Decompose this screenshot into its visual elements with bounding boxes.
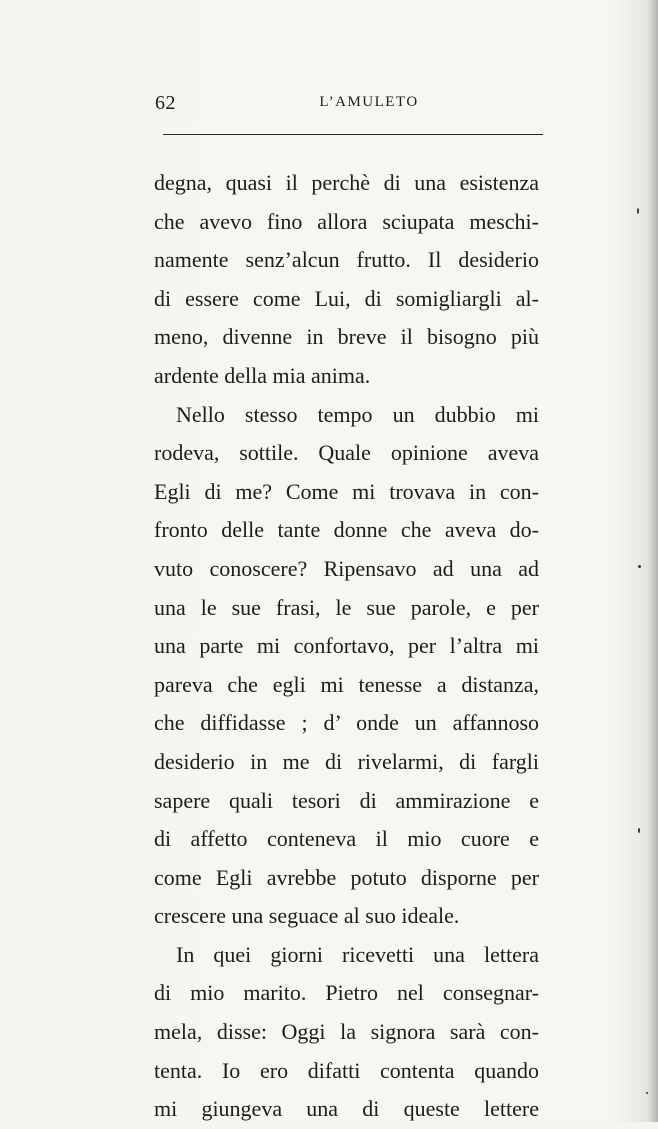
header-rule (163, 134, 543, 135)
text-line: che diffidasse ; d’ onde un affannoso (154, 710, 539, 736)
text-line: desiderio in me di rivelarmi, di fargli (154, 748, 539, 774)
text-line: crescere una seguace al suo ideale. (154, 903, 460, 929)
text-line: Egli di me? Come mi trovava in con- (154, 478, 539, 504)
ink-speck (637, 208, 639, 214)
paragraph-2 (154, 396, 539, 936)
text-line: vuto conoscere? Ripensavo ad una ad (154, 555, 539, 581)
text-line: In quei giorni ricevetti una lettera (176, 941, 539, 967)
text-line: degna, quasi il perchè di una esistenza (154, 170, 539, 195)
page-number: 62 (155, 92, 176, 114)
text-line: namente senz’alcun frutto. Il desiderio (154, 247, 539, 273)
text-line: Nello stesso tempo un dubbio mi (176, 401, 539, 427)
text-line: pareva che egli mi tenesse a distanza, (154, 671, 539, 697)
body-text (154, 164, 539, 1129)
text-line: che avevo fino allora sciupata meschi- (154, 208, 539, 234)
ink-speck (638, 565, 641, 568)
page-edge-shadow (648, 0, 658, 1122)
text-line: fronto delle tante donne che aveva do- (154, 517, 539, 543)
page-header (155, 92, 543, 118)
text-line: una le sue frasi, le sue parole, e per (154, 594, 539, 620)
text-line: di essere come Lui, di somigliargli al- (154, 285, 539, 311)
text-line: di affetto conteneva il mio cuore e (154, 826, 539, 852)
text-line: mela, disse: Oggi la signora sarà con- (154, 1019, 539, 1045)
text-line: meno, divenne in breve il bisogno più (154, 324, 539, 350)
text-line: mi giungeva una di queste lettere (154, 1096, 539, 1122)
text-line: sapere quali tesori di ammirazione e (154, 787, 539, 813)
text-line: ardente della mia anima. (154, 362, 371, 388)
paragraph-3 (154, 936, 539, 1129)
text-line: rodeva, sottile. Quale opinione aveva (154, 440, 539, 466)
running-title: L’AMULETO (319, 94, 419, 110)
paragraph-1 (154, 164, 539, 396)
text-line: come Egli avrebbe potuto disporne per (154, 864, 539, 890)
text-line: una parte mi confortavo, per l’altra mi (154, 633, 539, 659)
text-line: tenta. Io ero difatti contenta quando (154, 1057, 539, 1083)
text-line: di mio marito. Pietro nel consegnar- (154, 980, 539, 1006)
ink-speck (638, 828, 640, 833)
ink-speck (646, 1092, 648, 1094)
